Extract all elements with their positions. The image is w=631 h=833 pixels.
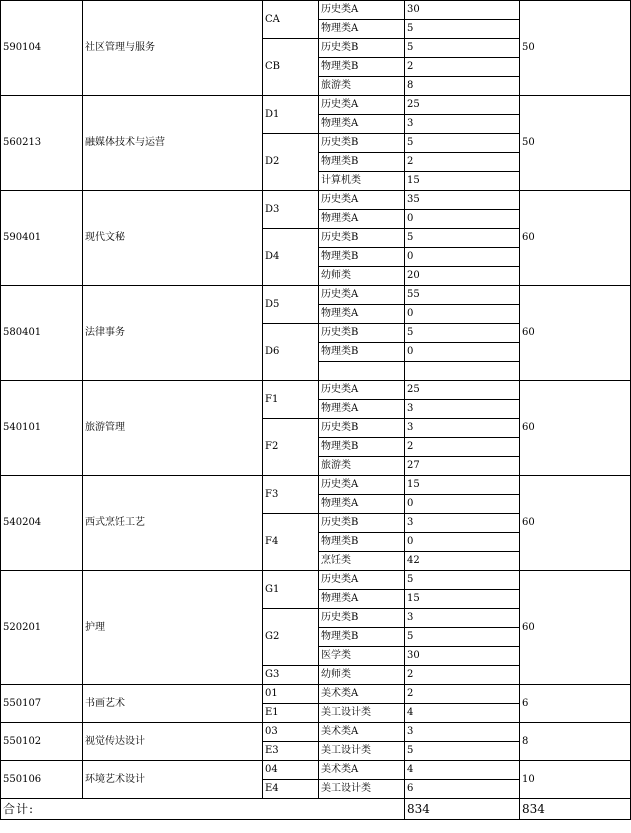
- major-total: 50: [520, 1, 631, 96]
- quota-cell: 35: [405, 191, 520, 210]
- major-total: 50: [520, 96, 631, 191]
- table-row: [1, 1, 631, 20]
- group-code: G2: [263, 609, 319, 666]
- group-code: G3: [263, 666, 319, 685]
- major-name: 社区管理与服务: [83, 1, 263, 96]
- quota-cell: 4: [405, 704, 520, 723]
- group-code: E1: [263, 704, 319, 723]
- category-cell: [319, 362, 405, 381]
- quota-cell: 3: [405, 115, 520, 134]
- summary-total-overall: 834: [520, 799, 631, 820]
- quota-cell: 3: [405, 723, 520, 742]
- quota-cell: 3: [405, 514, 520, 533]
- category-cell: 物理类B: [319, 248, 405, 267]
- group-code: E3: [263, 742, 319, 761]
- category-cell: 美工设计类: [319, 704, 405, 723]
- table-row: [1, 191, 631, 210]
- group-code: D1: [263, 96, 319, 134]
- summary-total-plan: 834: [405, 799, 520, 820]
- major-code: 550106: [1, 761, 83, 799]
- quota-cell: 2: [405, 666, 520, 685]
- group-code: D5: [263, 286, 319, 324]
- quota-cell: 8: [405, 77, 520, 96]
- quota-cell: 5: [405, 134, 520, 153]
- group-code: 04: [263, 761, 319, 780]
- quota-cell: 2: [405, 153, 520, 172]
- table-row: [1, 723, 631, 742]
- category-cell: 幼师类: [319, 267, 405, 286]
- quota-cell: 27: [405, 457, 520, 476]
- group-code: CA: [263, 1, 319, 39]
- table-row: [1, 381, 631, 400]
- quota-cell: 2: [405, 438, 520, 457]
- quota-cell: 4: [405, 761, 520, 780]
- group-code: D4: [263, 229, 319, 286]
- quota-cell: 0: [405, 248, 520, 267]
- quota-cell: 5: [405, 742, 520, 761]
- major-name: 融媒体技术与运营: [83, 96, 263, 191]
- quota-cell: 0: [405, 210, 520, 229]
- category-cell: 历史类A: [319, 96, 405, 115]
- category-cell: 医学类: [319, 647, 405, 666]
- quota-cell: 0: [405, 305, 520, 324]
- table-row: [1, 571, 631, 590]
- quota-cell: 15: [405, 590, 520, 609]
- category-cell: 旅游类: [319, 77, 405, 96]
- table-row: [1, 476, 631, 495]
- major-code: 590401: [1, 191, 83, 286]
- major-name: 护理: [83, 571, 263, 685]
- major-code: 550107: [1, 685, 83, 723]
- major-name: 环境艺术设计: [83, 761, 263, 799]
- category-cell: 物理类A: [319, 210, 405, 229]
- category-cell: 历史类B: [319, 609, 405, 628]
- quota-cell: 30: [405, 1, 520, 20]
- quota-cell: 6: [405, 780, 520, 799]
- major-name: 视觉传达设计: [83, 723, 263, 761]
- major-code: 540204: [1, 476, 83, 571]
- quota-cell: 55: [405, 286, 520, 305]
- category-cell: 物理类A: [319, 20, 405, 39]
- category-cell: 物理类A: [319, 400, 405, 419]
- category-cell: 历史类A: [319, 476, 405, 495]
- group-code: F1: [263, 381, 319, 419]
- group-code: D2: [263, 134, 319, 191]
- quota-cell: 3: [405, 609, 520, 628]
- category-cell: 计算机类: [319, 172, 405, 191]
- quota-cell: 0: [405, 495, 520, 514]
- major-name: 西式烹饪工艺: [83, 476, 263, 571]
- table-row: [1, 96, 631, 115]
- category-cell: 美术类A: [319, 761, 405, 780]
- quota-cell: 5: [405, 229, 520, 248]
- group-code: F4: [263, 514, 319, 571]
- major-code: 560213: [1, 96, 83, 191]
- table-row: [1, 286, 631, 305]
- quota-cell: [405, 362, 520, 381]
- group-code: G1: [263, 571, 319, 609]
- category-cell: 物理类B: [319, 343, 405, 362]
- category-cell: 物理类B: [319, 58, 405, 77]
- quota-cell: 15: [405, 476, 520, 495]
- category-cell: 物理类A: [319, 115, 405, 134]
- summary-section: [1, 799, 631, 820]
- major-total: 60: [520, 476, 631, 571]
- quota-cell: 5: [405, 39, 520, 58]
- quota-cell: 25: [405, 96, 520, 115]
- quota-cell: 0: [405, 533, 520, 552]
- category-cell: 美工设计类: [319, 742, 405, 761]
- category-cell: 历史类A: [319, 286, 405, 305]
- category-cell: 美术类A: [319, 685, 405, 704]
- category-cell: 幼师类: [319, 666, 405, 685]
- table-row: [1, 685, 631, 704]
- category-cell: 历史类A: [319, 571, 405, 590]
- major-total: 60: [520, 381, 631, 476]
- group-code: CB: [263, 39, 319, 96]
- category-cell: 历史类A: [319, 191, 405, 210]
- category-cell: 烹饪类: [319, 552, 405, 571]
- major-code: 520201: [1, 571, 83, 685]
- group-code: F2: [263, 419, 319, 476]
- category-cell: 历史类A: [319, 1, 405, 20]
- category-cell: 美术类A: [319, 723, 405, 742]
- category-cell: 物理类B: [319, 533, 405, 552]
- group-code: D6: [263, 324, 319, 381]
- major-code: 550102: [1, 723, 83, 761]
- major-name: 现代文秘: [83, 191, 263, 286]
- group-code: 01: [263, 685, 319, 704]
- quota-cell: 3: [405, 400, 520, 419]
- quota-cell: 42: [405, 552, 520, 571]
- category-cell: 历史类A: [319, 381, 405, 400]
- quota-cell: 5: [405, 628, 520, 647]
- category-cell: 物理类A: [319, 590, 405, 609]
- quota-cell: 5: [405, 20, 520, 39]
- major-code: 540101: [1, 381, 83, 476]
- category-cell: 物理类B: [319, 153, 405, 172]
- quota-cell: 5: [405, 324, 520, 343]
- category-cell: 物理类B: [319, 438, 405, 457]
- category-cell: 旅游类: [319, 457, 405, 476]
- category-cell: 历史类B: [319, 324, 405, 343]
- table-row: [1, 761, 631, 780]
- quota-cell: 3: [405, 419, 520, 438]
- quota-cell: 0: [405, 343, 520, 362]
- major-total: 10: [520, 761, 631, 799]
- major-name: 法律事务: [83, 286, 263, 381]
- quota-cell: 2: [405, 58, 520, 77]
- major-name: 书画艺术: [83, 685, 263, 723]
- major-code: 590104: [1, 1, 83, 96]
- group-code: E4: [263, 780, 319, 799]
- quota-cell: 15: [405, 172, 520, 191]
- major-name: 旅游管理: [83, 381, 263, 476]
- category-cell: 历史类B: [319, 419, 405, 438]
- category-cell: 历史类B: [319, 514, 405, 533]
- major-total: 8: [520, 723, 631, 761]
- group-code: 03: [263, 723, 319, 742]
- major-total: 60: [520, 286, 631, 381]
- category-cell: 历史类B: [319, 134, 405, 153]
- category-cell: 物理类A: [319, 305, 405, 324]
- group-code: D3: [263, 191, 319, 229]
- major-total: 60: [520, 571, 631, 685]
- group-code: F3: [263, 476, 319, 514]
- table-body: [1, 1, 631, 799]
- summary-row: [1, 799, 631, 820]
- major-total: 6: [520, 685, 631, 723]
- major-total: 60: [520, 191, 631, 286]
- category-cell: 物理类B: [319, 628, 405, 647]
- quota-cell: 30: [405, 647, 520, 666]
- quota-cell: 20: [405, 267, 520, 286]
- quota-cell: 5: [405, 571, 520, 590]
- category-cell: 历史类B: [319, 39, 405, 58]
- category-cell: 物理类A: [319, 495, 405, 514]
- category-cell: 历史类B: [319, 229, 405, 248]
- category-cell: 美工设计类: [319, 780, 405, 799]
- major-code: 580401: [1, 286, 83, 381]
- quota-cell: 2: [405, 685, 520, 704]
- quota-cell: 25: [405, 381, 520, 400]
- summary-label: 合计:: [1, 799, 405, 820]
